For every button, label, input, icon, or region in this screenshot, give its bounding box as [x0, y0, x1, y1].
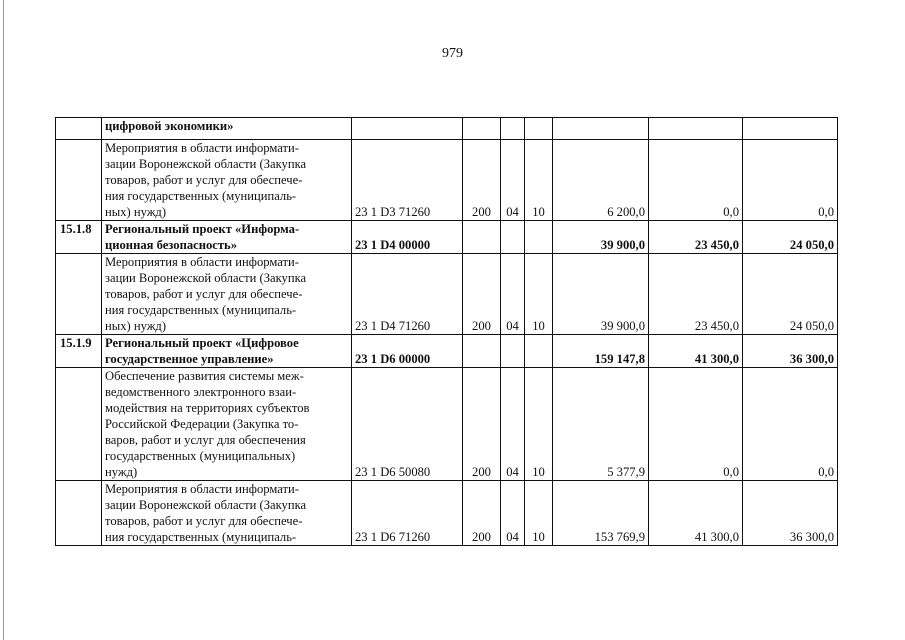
amount-year1-cell: 159 147,8 — [553, 335, 649, 368]
description-cell — [102, 254, 352, 335]
description-line: Региональный проект «Цифровое — [105, 336, 299, 350]
section-cell — [501, 335, 525, 368]
table-row — [56, 481, 838, 546]
amount-year2-cell: 41 300,0 — [649, 335, 743, 368]
section-number-cell — [56, 368, 102, 481]
description-cell — [102, 481, 352, 546]
section-cell: 04 — [501, 481, 525, 546]
table-body — [56, 118, 838, 546]
description-cell — [102, 118, 352, 140]
description-line: товаров, работ и услуг для обеспече- — [105, 173, 303, 187]
description-line: ведомственного электронного взаи- — [105, 385, 297, 399]
amount-year1-cell: 39 900,0 — [553, 254, 649, 335]
expense-type-cell — [463, 335, 501, 368]
description-line: модействия на территориях субъектов — [105, 401, 310, 415]
description-line: варов, работ и услуг для обеспечения — [105, 433, 306, 447]
amount-year2-cell: 23 450,0 — [649, 254, 743, 335]
description-line: товаров, работ и услуг для обеспече- — [105, 287, 303, 301]
description-cell — [102, 368, 352, 481]
description-line: Мероприятия в области информати- — [105, 255, 299, 269]
description-line: Обеспечение развития системы меж- — [105, 369, 304, 383]
expense-type-cell — [463, 221, 501, 254]
amount-year3-cell: 24 050,0 — [743, 221, 838, 254]
project-row — [56, 221, 838, 254]
amount-year3-cell: 0,0 — [743, 140, 838, 221]
description-line: Региональный проект «Информа- — [105, 222, 300, 236]
target-code-cell: 23 1 D4 00000 — [352, 221, 463, 254]
description-line: нужд) — [105, 465, 138, 479]
section-number-cell — [56, 140, 102, 221]
section-number-cell: 15.1.8 — [56, 221, 102, 254]
section-number-cell: 15.1.9 — [56, 335, 102, 368]
amount-year1-cell — [553, 118, 649, 140]
subsection-cell — [525, 118, 553, 140]
description-line: зации Воронежской области (Закупка — [105, 271, 307, 285]
amount-year3-cell: 24 050,0 — [743, 254, 838, 335]
amount-year1-cell: 153 769,9 — [553, 481, 649, 546]
description-line: Мероприятия в области информати- — [105, 482, 299, 496]
description-line: государственное управление» — [105, 352, 274, 366]
subsection-cell — [525, 335, 553, 368]
expense-type-cell: 200 — [463, 254, 501, 335]
target-code-cell: 23 1 D6 50080 — [352, 368, 463, 481]
description-line: Российской Федерации (Закупка то- — [105, 417, 299, 431]
description-line: зации Воронежской области (Закупка — [105, 498, 307, 512]
expense-type-cell — [463, 118, 501, 140]
target-code-cell — [352, 118, 463, 140]
description-cell — [102, 221, 352, 254]
amount-year2-cell: 0,0 — [649, 140, 743, 221]
section-number-cell — [56, 481, 102, 546]
description-cell — [102, 140, 352, 221]
description-line: ния государственных (муниципаль- — [105, 530, 297, 544]
description-line: Мероприятия в области информати- — [105, 141, 299, 155]
target-code-cell: 23 1 D4 71260 — [352, 254, 463, 335]
subsection-cell: 10 — [525, 140, 553, 221]
page-number: 979 — [442, 46, 463, 61]
section-cell: 04 — [501, 140, 525, 221]
description-line: ных) нужд) — [105, 205, 167, 219]
page-edge-rule — [3, 0, 4, 640]
amount-year3-cell: 36 300,0 — [743, 481, 838, 546]
description-line: ния государственных (муниципаль- — [105, 189, 297, 203]
continuation-row — [56, 118, 838, 140]
amount-year2-cell: 0,0 — [649, 368, 743, 481]
section-cell — [501, 221, 525, 254]
description-line: ных) нужд) — [105, 319, 167, 333]
amount-year2-cell: 41 300,0 — [649, 481, 743, 546]
amount-year2-cell — [649, 118, 743, 140]
amount-year1-cell: 39 900,0 — [553, 221, 649, 254]
description-line: цифровой экономики» — [105, 119, 234, 133]
description-line: товаров, работ и услуг для обеспече- — [105, 514, 303, 528]
section-cell — [501, 118, 525, 140]
amount-year1-cell: 5 377,9 — [553, 368, 649, 481]
amount-year3-cell — [743, 118, 838, 140]
section-cell: 04 — [501, 254, 525, 335]
expense-type-cell: 200 — [463, 481, 501, 546]
expense-type-cell: 200 — [463, 140, 501, 221]
amount-year3-cell: 0,0 — [743, 368, 838, 481]
amount-year3-cell: 36 300,0 — [743, 335, 838, 368]
description-line: ционная безопасность» — [105, 238, 238, 252]
amount-year1-cell: 6 200,0 — [553, 140, 649, 221]
amount-year2-cell: 23 450,0 — [649, 221, 743, 254]
budget-table — [55, 117, 838, 546]
subsection-cell: 10 — [525, 368, 553, 481]
table-row — [56, 368, 838, 481]
project-row — [56, 335, 838, 368]
subsection-cell: 10 — [525, 254, 553, 335]
target-code-cell: 23 1 D6 71260 — [352, 481, 463, 546]
table-row — [56, 254, 838, 335]
target-code-cell: 23 1 D3 71260 — [352, 140, 463, 221]
description-line: зации Воронежской области (Закупка — [105, 157, 307, 171]
section-number-cell — [56, 118, 102, 140]
subsection-cell: 10 — [525, 481, 553, 546]
target-code-cell: 23 1 D6 00000 — [352, 335, 463, 368]
description-cell — [102, 335, 352, 368]
table-row — [56, 140, 838, 221]
description-line: ния государственных (муниципаль- — [105, 303, 297, 317]
section-number-cell — [56, 254, 102, 335]
description-line: государственных (муниципальных) — [105, 449, 296, 463]
expense-type-cell: 200 — [463, 368, 501, 481]
subsection-cell — [525, 221, 553, 254]
section-cell: 04 — [501, 368, 525, 481]
